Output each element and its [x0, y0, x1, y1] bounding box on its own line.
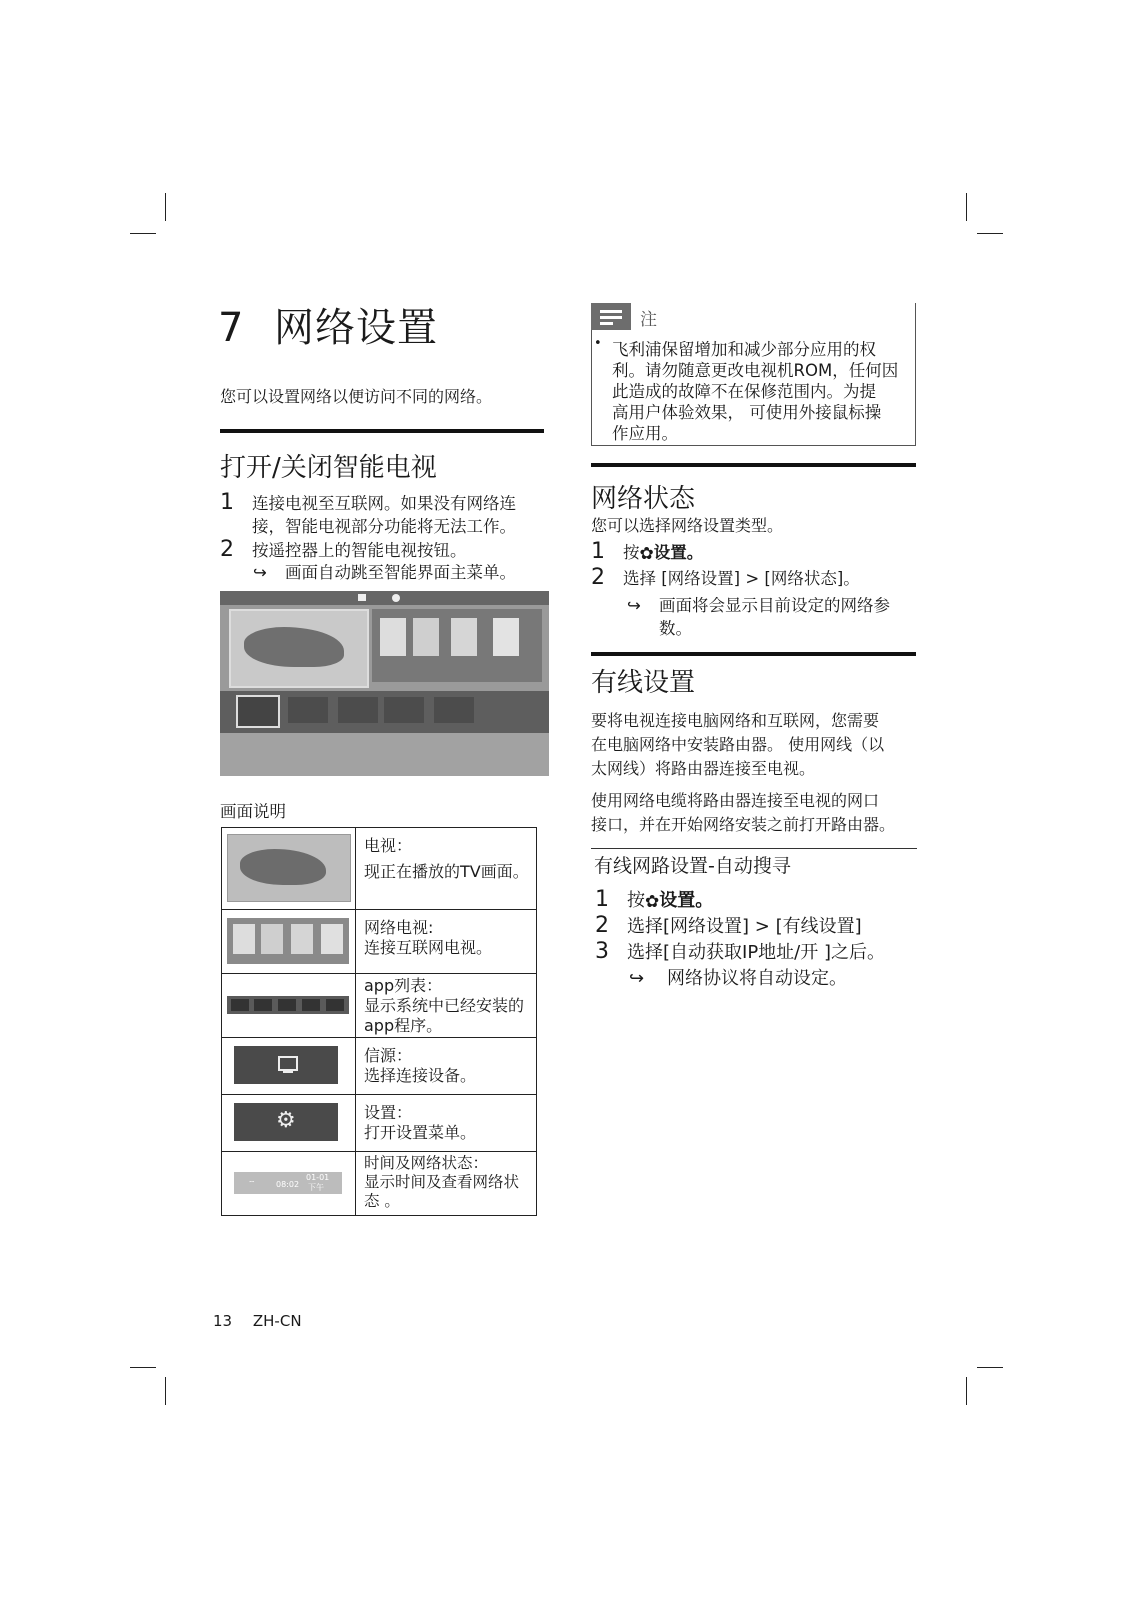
- result-arrow-icon: ↪: [629, 968, 645, 989]
- table-row-title: 电视：: [364, 836, 413, 855]
- network-status-step-1: [591, 541, 911, 564]
- section-rule: [591, 652, 916, 656]
- crop-mark: [966, 193, 967, 221]
- table-row-desc: 显示时间及查看网络状态 。: [364, 1173, 520, 1210]
- table-image-cell: [222, 974, 356, 1038]
- table-row-desc: 显示系统中已经安装的app程序。: [364, 996, 525, 1035]
- step-text: 按✿设置。: [627, 890, 714, 912]
- table-image-cell: [222, 910, 356, 974]
- table-row-desc: 选择连接设备。: [364, 1066, 477, 1085]
- table-row: [222, 1152, 537, 1216]
- table-text-cell: [356, 910, 537, 974]
- crop-mark: [977, 1367, 1003, 1368]
- step-text: 选择[网络设置] > [有线设置]: [627, 916, 862, 937]
- time-thumbnail: [234, 1172, 342, 1194]
- monitor-icon: [278, 1056, 298, 1071]
- date-value: 01-01: [306, 1173, 330, 1182]
- wired-step-2: [595, 915, 915, 940]
- gear-icon: ✿: [639, 544, 654, 564]
- smart-tv-heading: 打开/关闭智能电视: [220, 453, 437, 483]
- wired-sub-heading: 有线网路设置-自动搜寻: [594, 855, 791, 877]
- wired-para-1: 要将电视连接电脑网络和互联网，您需要 在电脑网络中安装路由器。 使用网线（以 太网线）将路由器连接至电视。: [591, 711, 885, 778]
- smart-tv-result: [253, 561, 553, 584]
- result-arrow-icon: ↪: [253, 563, 267, 582]
- time-value: 08:02: [276, 1180, 300, 1189]
- table-image-cell: [222, 1038, 356, 1095]
- gear-icon: ⚙: [276, 1108, 296, 1133]
- source-thumbnail: [234, 1046, 338, 1084]
- crop-mark: [977, 233, 1003, 234]
- crop-mark: [165, 193, 166, 221]
- table-row-title: 网络电视:: [364, 918, 434, 937]
- wired-step-1: [595, 889, 915, 914]
- step-number: 3: [595, 939, 609, 964]
- smart-tv-step-2: [220, 539, 550, 562]
- crop-mark: [130, 1367, 156, 1368]
- smart-tv-screenshot: [220, 591, 549, 776]
- table-text-cell: [356, 828, 537, 910]
- smart-tv-step-1: [220, 492, 550, 538]
- crop-mark: [165, 1377, 166, 1405]
- table-row-desc: 打开设置菜单。: [364, 1123, 477, 1142]
- table-row-desc: 连接互联网电视。: [364, 938, 493, 957]
- network-status-intro: 您可以选择网络设置类型。: [591, 516, 784, 535]
- result-text: 画面将会显示目前设定的网络参 数。: [659, 596, 890, 638]
- section-rule: [220, 429, 544, 433]
- note-bullet: •: [594, 336, 602, 351]
- chapter-number: 7: [218, 305, 245, 351]
- network-status-step-2: [591, 567, 911, 590]
- step-text: 选择 [网络设置] > [网络状态]。: [623, 569, 860, 588]
- crop-mark: [966, 1377, 967, 1405]
- ampm-value: 下午: [308, 1183, 324, 1192]
- page-footer: [213, 1312, 302, 1330]
- screen-desc-label: 画面说明: [220, 802, 286, 821]
- chapter-title-text: 网络设置: [274, 305, 438, 351]
- settings-thumbnail: [234, 1103, 338, 1141]
- wired-step-3: [595, 941, 925, 966]
- result-arrow-icon: ↪: [627, 596, 641, 615]
- table-image-cell: [222, 1152, 356, 1216]
- step-number: 1: [595, 887, 609, 912]
- note-text: 飞利浦保留增加和减少部分应用的权 利。请勿随意更改电视机ROM，任何因 此造成的故障不在保修范围内。为提 高用户体验效果， 可使用外接鼠标操 作应用。: [612, 340, 899, 443]
- table-image-cell: [222, 828, 356, 910]
- table-image-cell: [222, 1095, 356, 1152]
- result-text: 画面自动跳至智能界面主菜单。: [285, 563, 516, 582]
- table-row-title: 时间及网络状态：: [364, 1154, 489, 1172]
- step-text: 按遥控器上的智能电视按钮。: [252, 541, 467, 560]
- language-code: ZH-CN: [252, 1312, 302, 1330]
- table-text-cell: [356, 1095, 537, 1152]
- table-row: [222, 974, 537, 1038]
- step-number: 1: [220, 490, 234, 515]
- wired-heading: 有线设置: [591, 668, 696, 698]
- note-label: 注: [640, 310, 657, 330]
- step-text: 连接电视至互联网。如果没有网络连 接，智能电视部分功能将无法工作。: [252, 494, 516, 536]
- chapter-title: [218, 296, 438, 353]
- note-icon: [591, 303, 631, 330]
- step-number: 2: [220, 537, 234, 562]
- table-row-title: 设置：: [364, 1103, 413, 1122]
- step-text: 按✿设置。: [623, 543, 704, 564]
- step-number: 2: [591, 565, 605, 590]
- sub-section-rule: [591, 848, 917, 849]
- table-text-cell: [356, 1038, 537, 1095]
- table-row-title: 信源：: [364, 1046, 413, 1065]
- table-text-cell: [356, 1152, 537, 1216]
- wired-result: [629, 967, 919, 992]
- table-row: [222, 828, 537, 910]
- crop-mark: [130, 233, 156, 234]
- net-tv-thumbnail: [227, 918, 349, 964]
- step-number: 1: [591, 539, 605, 564]
- table-row-title: app列表：: [364, 976, 443, 995]
- table-row: [222, 910, 537, 974]
- section-rule: [591, 463, 916, 467]
- wifi-icon: ⌔: [248, 1179, 256, 1188]
- tv-thumbnail: [227, 834, 351, 902]
- table-row-desc: 现正在播放的TV画面。: [364, 862, 529, 881]
- gear-icon: ✿: [645, 892, 660, 912]
- network-status-result: [627, 594, 917, 640]
- wired-para-2: 使用网络电缆将路由器连接至电视的网口 接口，并在开始网络安装之前打开路由器。: [591, 791, 896, 834]
- chapter-intro: 您可以设置网络以便访问不同的网络。: [220, 387, 493, 406]
- table-row: [222, 1095, 537, 1152]
- table-row: [222, 1038, 537, 1095]
- step-text: 选择[自动获取IP地址/开 ]之后。: [627, 942, 885, 963]
- result-text: 网络协议将自动设定。: [667, 968, 847, 989]
- page-number: 13: [213, 1312, 233, 1330]
- screen-desc-table: [221, 827, 537, 1216]
- table-text-cell: [356, 974, 537, 1038]
- network-status-heading: 网络状态: [591, 484, 696, 514]
- app-list-thumbnail: [227, 996, 349, 1014]
- step-number: 2: [595, 913, 609, 938]
